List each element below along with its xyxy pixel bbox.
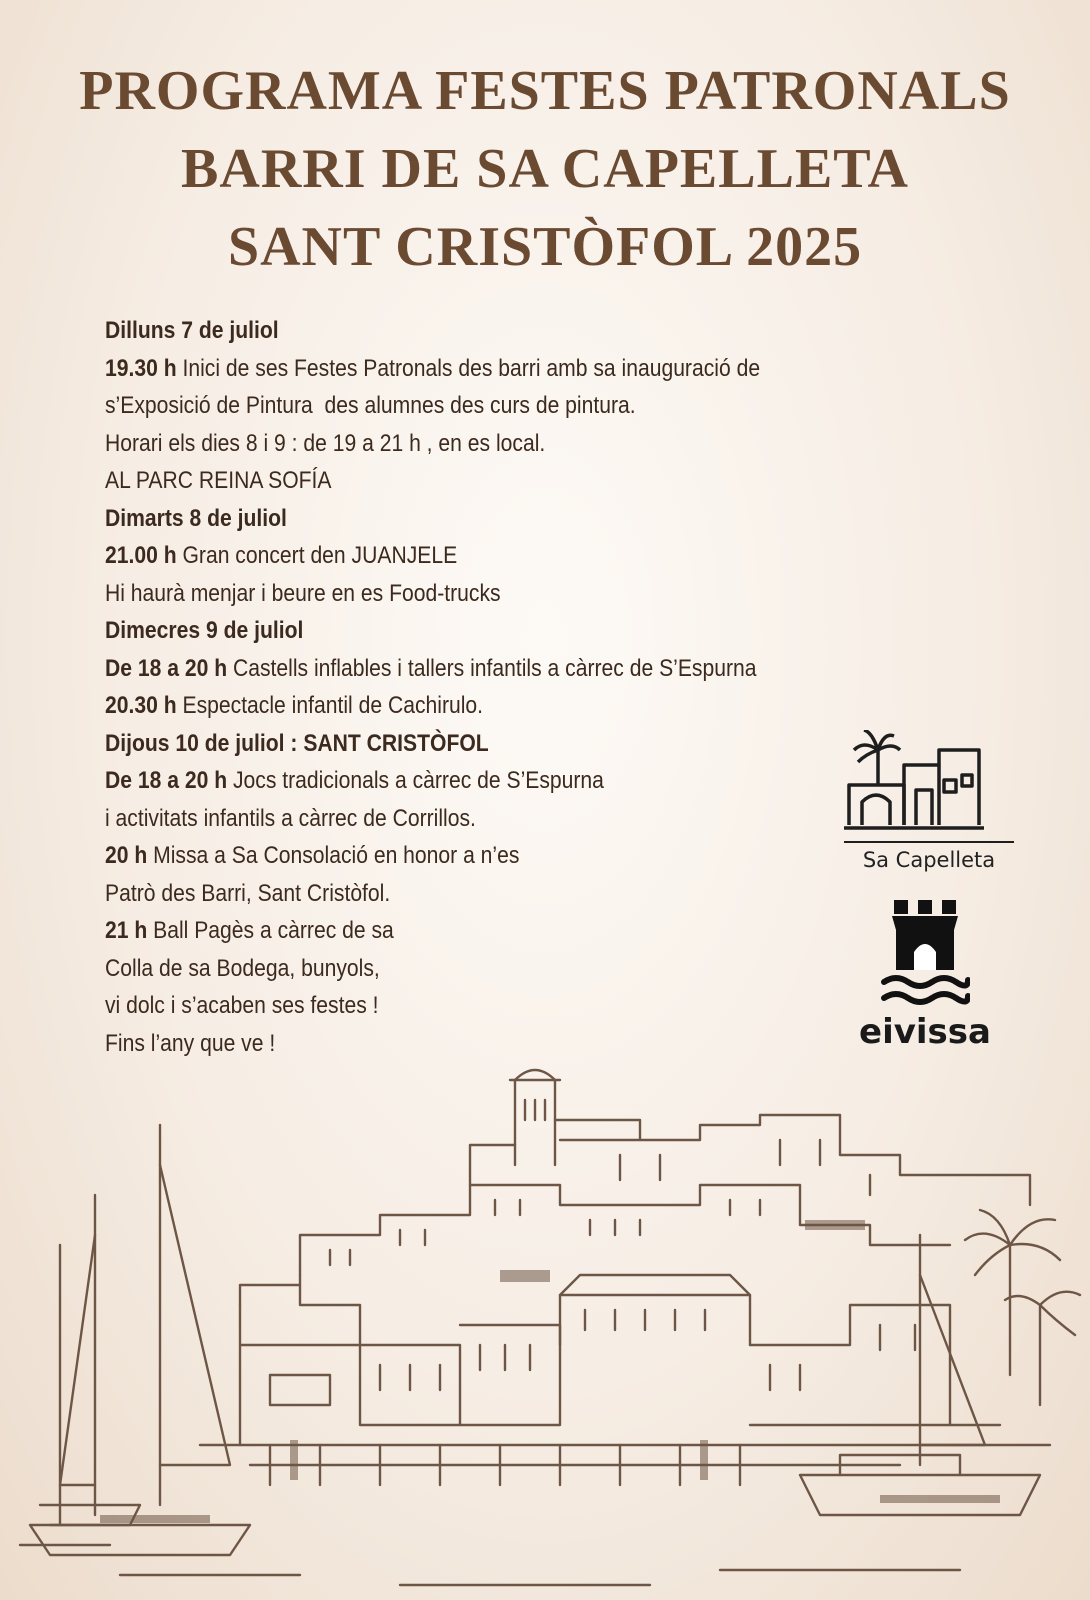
sa-capelleta-label: Sa Capelleta bbox=[862, 848, 996, 872]
program-line bbox=[105, 875, 844, 913]
ibiza-town-sketch-illustration bbox=[0, 1045, 1090, 1600]
program-line-bold: Dilluns 7 de juliol bbox=[105, 317, 279, 344]
program-line-bold: 20 h bbox=[105, 842, 148, 869]
program-line-bold: Dimecres 9 de juliol bbox=[105, 617, 304, 644]
eivissa-label: eivissa bbox=[859, 1012, 991, 1052]
program-line-bold: 20.30 h bbox=[105, 692, 177, 719]
sa-capelleta-logo bbox=[844, 730, 1014, 880]
title-line-3: SANT CRISTÒFOL 2025 bbox=[227, 216, 863, 278]
program-line-text: s’Exposició de Pintura des alumnes des curs de pintura. bbox=[105, 392, 636, 419]
program-line-text: Hi haurà menjar i beure en es Food-trucks bbox=[105, 579, 501, 607]
program-line-text: Missa a Sa Consolació en honor a n’es bbox=[147, 842, 520, 869]
program-line-bold: De 18 a 20 h bbox=[105, 654, 228, 682]
program-line bbox=[105, 500, 844, 538]
program-line bbox=[105, 350, 844, 388]
program-line-text: Espectacle infantil de Cachirulo. bbox=[176, 692, 484, 719]
program-line-bold: Dimarts 8 de juliol bbox=[105, 504, 287, 532]
program-line bbox=[105, 725, 844, 763]
program-line bbox=[105, 912, 844, 950]
program-line bbox=[105, 612, 844, 650]
program-line-bold: 21.00 h bbox=[105, 542, 177, 569]
program-line-text: Horari els dies 8 i 9 : de 19 a 21 h , en es local. bbox=[105, 429, 546, 457]
program-line-bold: 19.30 h bbox=[105, 354, 177, 382]
title-line-1: PROGRAMA FESTES PATRONALS bbox=[79, 60, 1011, 122]
program-line bbox=[105, 462, 844, 500]
program-line bbox=[105, 950, 844, 988]
program-line bbox=[105, 837, 844, 875]
program-line-text: Colla de sa Bodega, bunyols, bbox=[105, 954, 380, 982]
program-line-text: i activitats infantils a càrrec de Corrillos. bbox=[105, 804, 476, 832]
program-line-text: Fins l’any que ve ! bbox=[105, 1029, 276, 1057]
program-line bbox=[105, 312, 844, 350]
program-line bbox=[105, 575, 844, 613]
castle-tower-logo-icon bbox=[880, 900, 970, 1010]
program-line-bold: Dijous 10 de juliol : SANT CRISTÒFOL bbox=[105, 729, 489, 757]
program-line-text: Inici de ses Festes Patronals des barri amb sa inauguració de bbox=[176, 354, 761, 382]
program-line bbox=[105, 387, 844, 425]
program-line-text: Castells inflables i tallers infantils a càrrec de S’Espurna bbox=[227, 654, 757, 682]
title-line-2: BARRI DE SA CAPELLETA bbox=[181, 138, 909, 200]
program-line-text: vi dolc i s’acaben ses festes ! bbox=[105, 992, 379, 1019]
program-line-text: Gran concert den JUANJELE bbox=[176, 542, 458, 569]
program-line-bold: De 18 a 20 h bbox=[105, 767, 228, 794]
program-line bbox=[105, 537, 844, 575]
program-list bbox=[105, 312, 844, 1062]
program-line-text: Jocs tradicionals a càrrec de S’Espurna bbox=[227, 767, 604, 794]
program-line-text: Ball Pagès a càrrec de sa bbox=[147, 917, 394, 944]
poster-title bbox=[0, 52, 1090, 286]
program-line-text: AL PARC REINA SOFÍA bbox=[105, 467, 332, 494]
program-line-bold: 21 h bbox=[105, 917, 148, 944]
program-line bbox=[105, 425, 844, 463]
program-line bbox=[105, 987, 844, 1025]
house-palm-logo-icon bbox=[844, 730, 1014, 855]
program-line bbox=[105, 762, 844, 800]
program-line bbox=[105, 687, 844, 725]
program-line bbox=[105, 800, 844, 838]
program-line-text: Patrò des Barri, Sant Cristòfol. bbox=[105, 879, 391, 907]
program-line bbox=[105, 650, 844, 688]
